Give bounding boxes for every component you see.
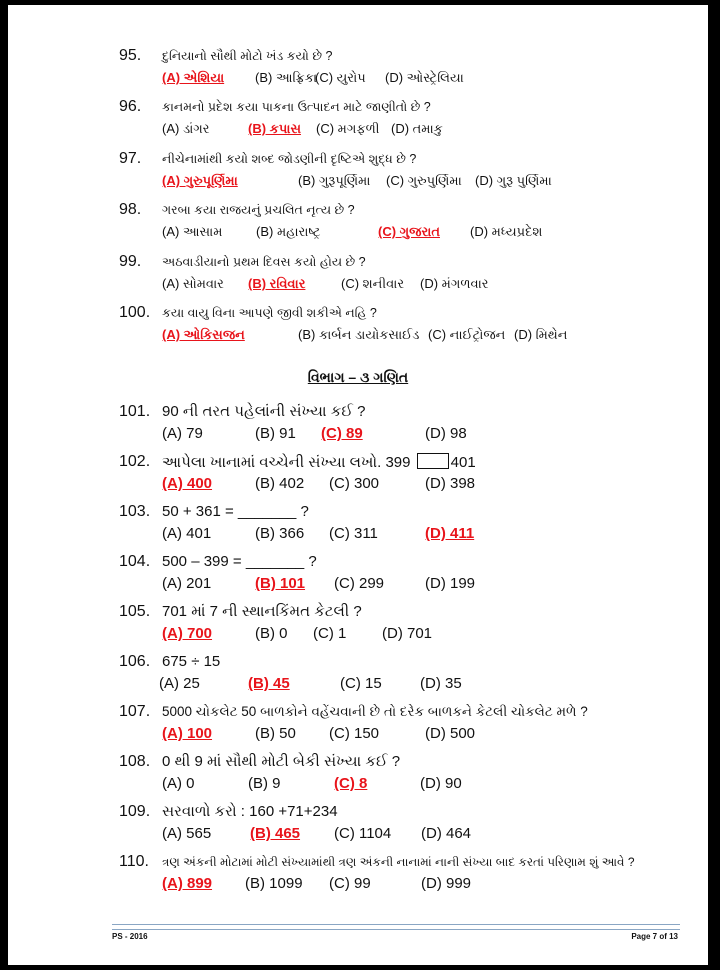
question-text: કયા વાયુ વિના આપણે જીવી શકીએ નહિ ? (162, 306, 377, 320)
option-d: (D) ઓસ્ટ્રેલિયા (385, 70, 464, 85)
option-a: (A) 401 (162, 525, 212, 542)
option-b: (B) આફ્રિકા (255, 70, 318, 85)
option-d: (D) 701 (382, 625, 433, 642)
option-b: (B) 465 (250, 825, 301, 842)
section-title: વિભાગ – ૩ ગણિત (307, 369, 409, 385)
option-a: (A) ઓકિસજન (162, 327, 245, 342)
question-text: 50 + 361 = _______ ? (162, 503, 309, 520)
question-100 (8, 304, 708, 356)
question-text: ગરબા કયા રાજયનું પ્રચલિત નૃત્ય છે ? (162, 203, 355, 217)
question-number: 104. (119, 553, 151, 570)
option-d: (D) 411 (425, 525, 475, 542)
question-number: 106. (119, 653, 151, 670)
option-b: (B) 45 (248, 675, 290, 692)
question-text: 675 ÷ 15 (162, 653, 221, 670)
option-d: (D) મંગળવાર (420, 276, 489, 291)
document-page (8, 5, 708, 965)
option-a: (A) 899 (162, 875, 213, 892)
question-text-end: 401 (450, 454, 476, 471)
option-c: (C) 89 (321, 425, 363, 442)
question-text (162, 453, 476, 471)
question-number: 102. (119, 453, 151, 470)
question-text: 90 ની તરત પહેલાંની સંખ્યા કઈ ? (162, 403, 366, 420)
option-b: (B) 366 (255, 525, 305, 542)
option-d: (D) 500 (425, 725, 476, 742)
option-c: (C) 15 (340, 675, 382, 692)
question-text-start: આપેલા ખાનામાં વચ્ચેની સંખ્યા લખો. 399 (162, 454, 411, 471)
option-d: (D) મિથેન (514, 327, 568, 342)
question-number: 98. (119, 201, 142, 218)
footer-code: PS - 2016 (112, 932, 148, 941)
question-99 (8, 253, 708, 305)
question-number: 95. (119, 47, 142, 64)
question-text: 701 માં 7 ની સ્થાનકિંમત કેટલી ? (162, 603, 362, 620)
option-b: (B) ગુરૂપૂર્ણિમા (298, 173, 371, 188)
option-b: (B) 101 (255, 575, 306, 592)
option-d: (D) 398 (425, 475, 476, 492)
question-102 (8, 453, 708, 505)
question-number: 108. (119, 753, 151, 770)
option-c: (C) 150 (329, 725, 380, 742)
question-number: 105. (119, 603, 151, 620)
question-96 (8, 98, 708, 150)
question-text: અઠવાડીયાનો પ્રથમ દિવસ કયો હોય છે ? (162, 255, 366, 269)
question-text: સરવાળો કરો : 160 +71+234 (162, 803, 338, 820)
question-101 (8, 403, 708, 455)
option-a: (A) 25 (159, 675, 200, 692)
question-number: 107. (119, 703, 151, 720)
question-text: ત્રણ અંકની મોટામાં મોટી સંખ્યામાંથી ત્રણ અંકની નાનામાં નાની સંખ્યા બાદ કરતાં પરિણામ શું આવે ? (162, 855, 635, 869)
option-b: (B) 50 (255, 725, 296, 742)
option-c: (C) મગફળી (316, 121, 380, 136)
option-d: (D) 464 (421, 825, 472, 842)
option-b: (B) 0 (255, 625, 288, 642)
option-a: (A) 0 (162, 775, 195, 792)
question-text: 0 થી 9 માં સૌથી મોટી બેકી સંખ્યા કઈ ? (162, 753, 401, 770)
question-95 (8, 47, 708, 99)
question-number: 96. (119, 98, 142, 115)
option-a: (A) 201 (162, 575, 212, 592)
question-98 (8, 201, 708, 253)
question-97 (8, 150, 708, 202)
question-text: કાનમનો પ્રદેશ કયા પાકના ઉત્પાદન માટે જાણીતો છે ? (162, 100, 431, 114)
option-d: (D) મધ્યપ્રદેશ (470, 224, 543, 239)
option-d: (D) તમાકુ (391, 121, 443, 136)
footer-page-number: Page 7 of 13 (631, 932, 678, 941)
answer-box (417, 453, 449, 469)
option-c: (C) યુરોપ (315, 70, 366, 85)
option-d: (D) 199 (425, 575, 476, 592)
question-103 (8, 503, 708, 555)
option-b: (B) 402 (255, 475, 305, 492)
question-107 (8, 703, 708, 755)
option-c: (C) 311 (329, 525, 378, 542)
option-d: (D) 999 (421, 875, 472, 892)
question-number: 110. (119, 853, 149, 870)
question-text: નીચેનામાંથી કયો શબ્દ જોડણીની દૃષ્ટિએ શુદ્ધ છે ? (162, 152, 417, 166)
question-108 (8, 753, 708, 805)
question-110 (8, 853, 708, 905)
option-a: (A) એશિયા (162, 70, 225, 85)
option-a: (A) 565 (162, 825, 212, 842)
option-c: (C) 1 (313, 625, 347, 642)
option-b: (B) 1099 (245, 875, 303, 892)
option-c: (C) 300 (329, 475, 380, 492)
question-text: 5000 ચોકલેટ 50 બાળકોને વહેંચવાની છે તો દરેક બાળકને કેટલી ચોકલેટ મળે ? (162, 704, 588, 719)
option-c: (C) નાઈટ્રોજન (428, 327, 506, 342)
option-d: (D) 35 (420, 675, 462, 692)
question-104 (8, 553, 708, 605)
question-text: 500 – 399 = _______ ? (162, 553, 317, 570)
question-number: 101. (119, 403, 151, 420)
option-a: (A) ડાંગર (162, 121, 210, 136)
option-a: (A) 400 (162, 475, 213, 492)
option-b: (B) 9 (248, 775, 281, 792)
question-text: દુનિયાનો સૌથી મોટો ખંડ કયો છે ? (162, 49, 333, 63)
question-106 (8, 653, 708, 705)
option-a: (A) 79 (162, 425, 203, 442)
option-b: (B) મહારાષ્ટ્ર (256, 224, 321, 239)
option-d: (D) 98 (425, 425, 467, 442)
option-c: (C) ગુજરાત (378, 224, 440, 239)
option-c: (C) શનીવાર (341, 276, 405, 291)
option-d: (D) 90 (420, 775, 462, 792)
option-b: (B) રવિવાર (248, 276, 306, 291)
option-b: (B) 91 (255, 425, 296, 442)
question-number: 97. (119, 150, 142, 167)
option-c: (C) ગુરુપુર્ણિમા (386, 173, 462, 188)
question-number: 103. (119, 503, 151, 520)
question-number: 100. (119, 304, 151, 321)
question-number: 99. (119, 253, 142, 270)
option-b: (B) કપાસ (248, 121, 301, 136)
option-c: (C) 99 (329, 875, 371, 892)
option-a: (A) આસામ (162, 224, 223, 239)
option-c: (C) 1104 (334, 825, 392, 842)
option-c: (C) 8 (334, 775, 368, 792)
question-109 (8, 803, 708, 855)
option-b: (B) કાર્બન ડાયોકસાઈડ (298, 327, 420, 342)
option-d: (D) ગુરૂ પુર્ણિમા (475, 173, 552, 188)
option-a: (A) સોમવાર (162, 276, 224, 291)
option-c: (C) 299 (334, 575, 385, 592)
option-a: (A) ગુરુપૂર્ણિમા (162, 173, 238, 188)
question-105 (8, 603, 708, 655)
option-a: (A) 100 (162, 725, 213, 742)
question-number: 109. (119, 803, 151, 820)
footer-divider (112, 924, 680, 930)
option-a: (A) 700 (162, 625, 213, 642)
